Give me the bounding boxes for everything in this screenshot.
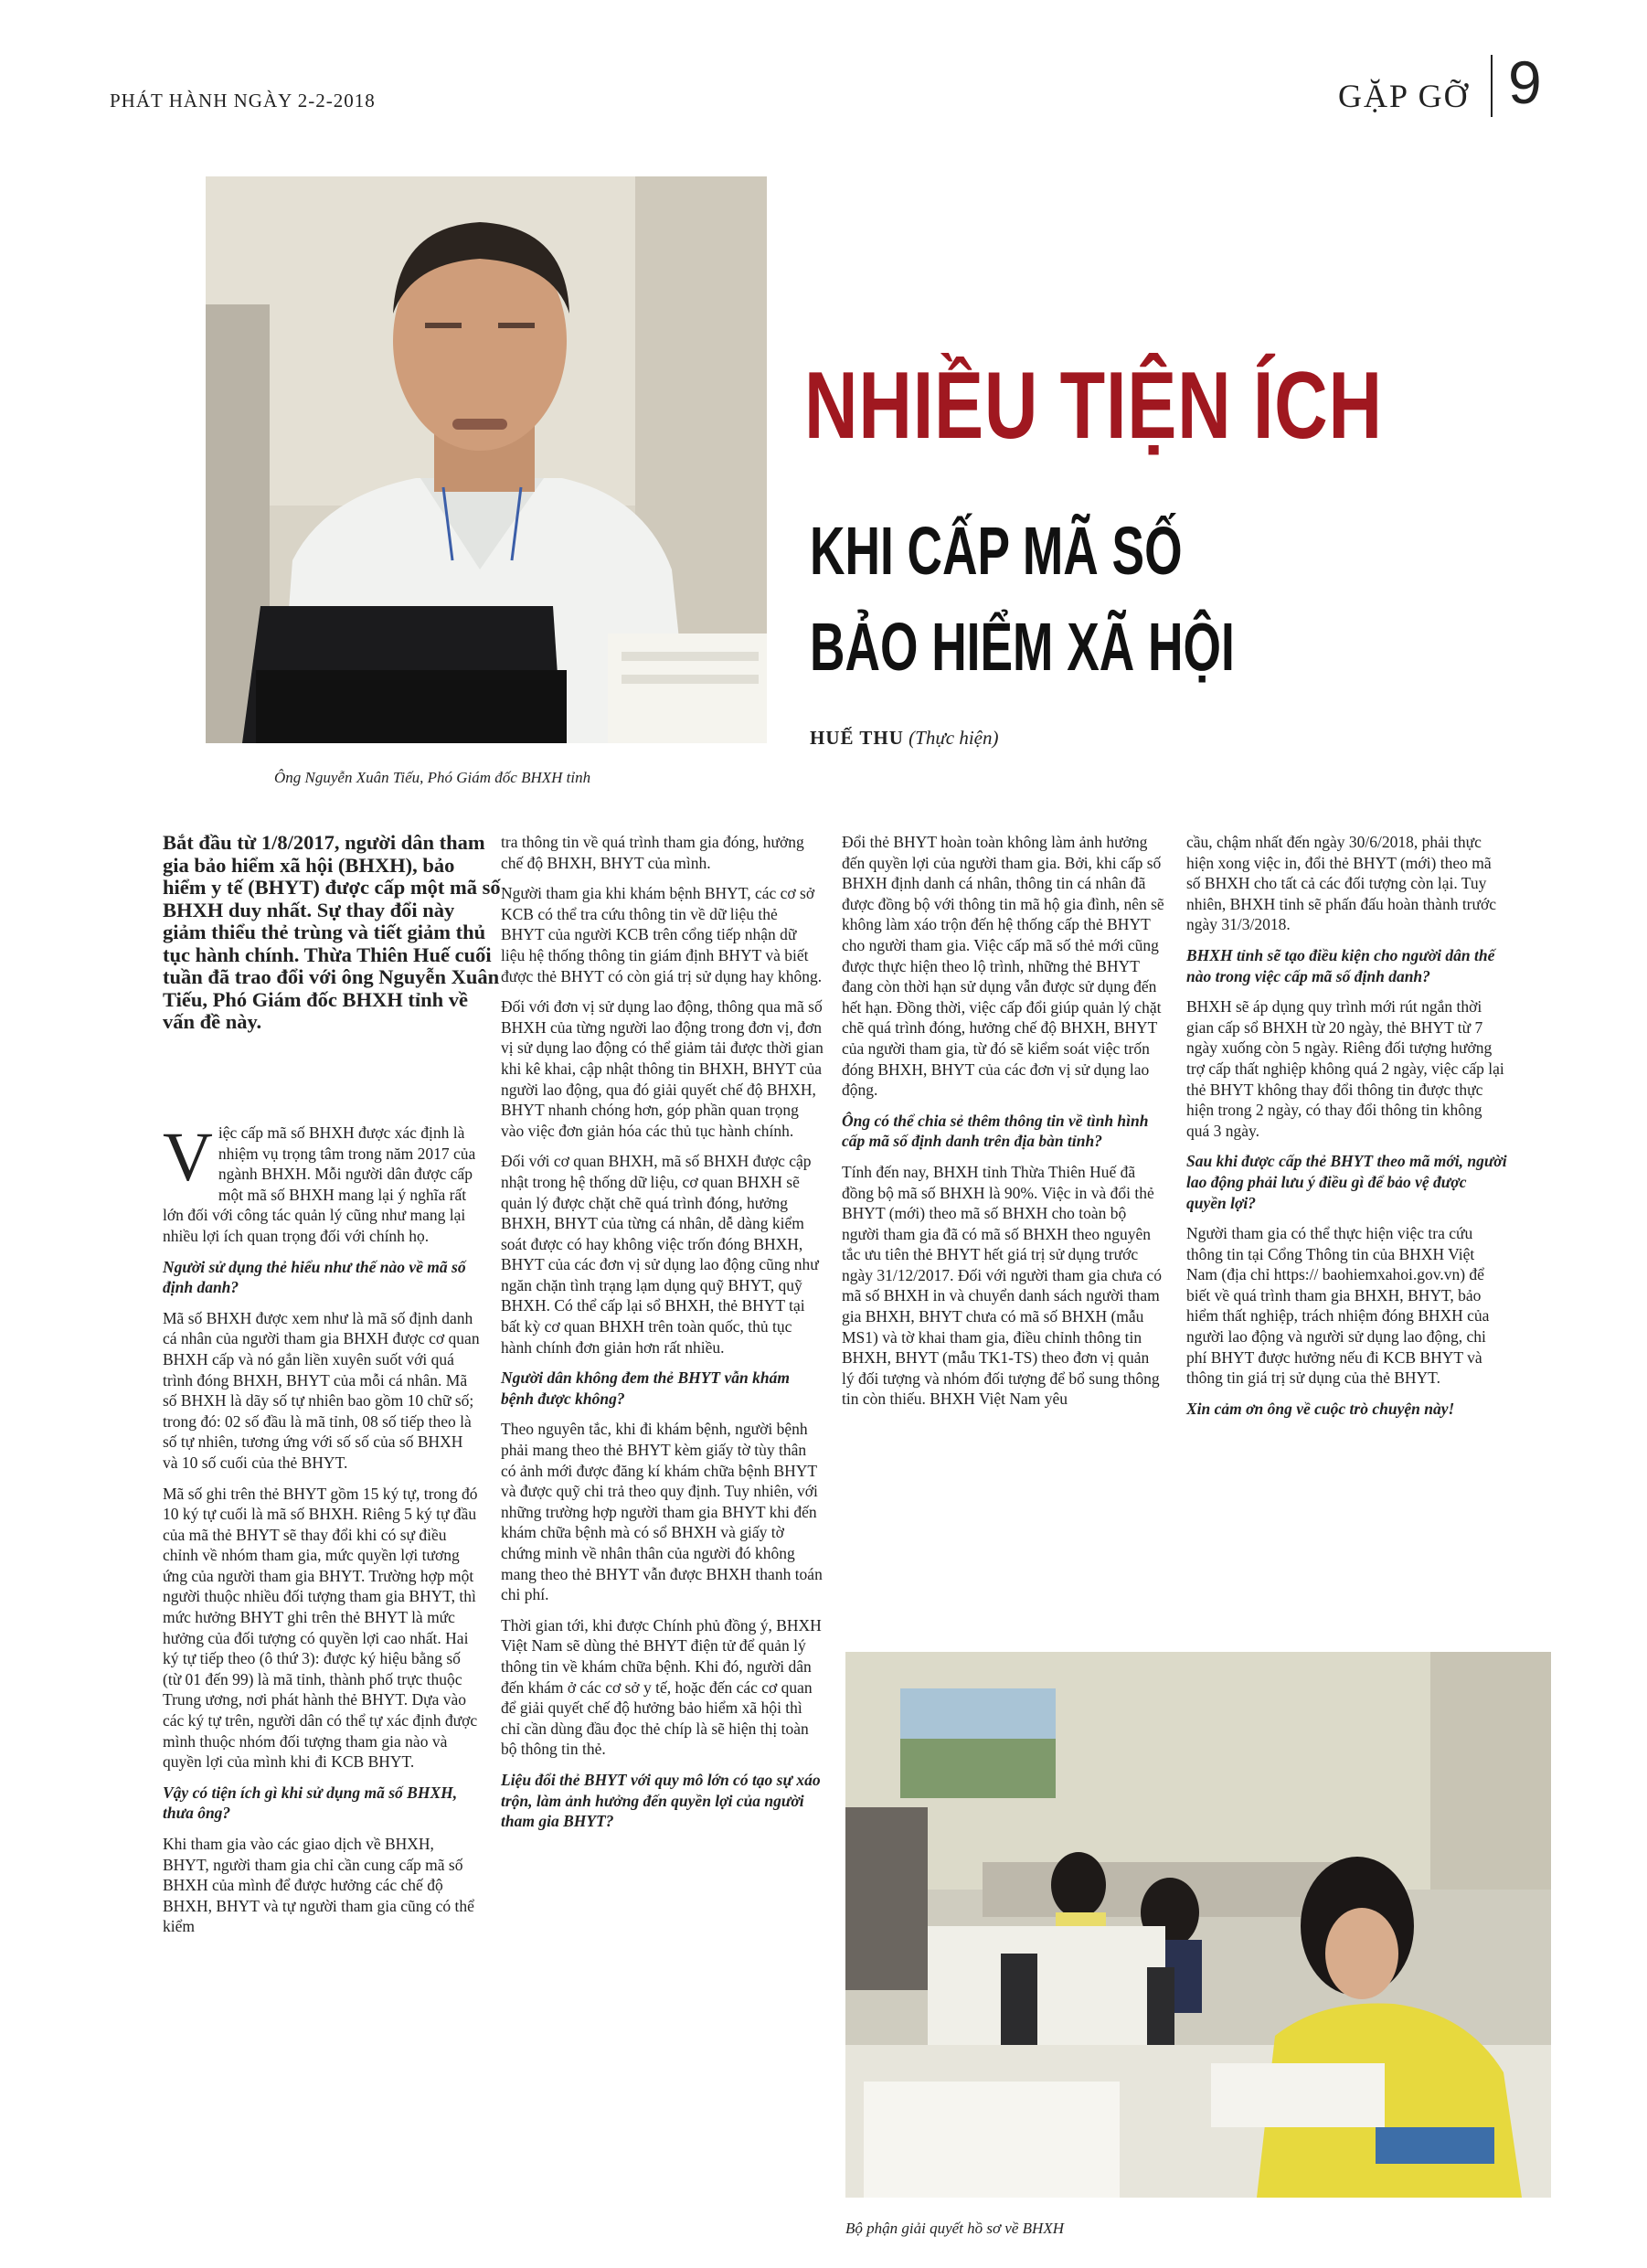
section-title: GẶP GỠ	[1338, 78, 1470, 114]
lead-paragraph: Bắt đầu từ 1/8/2017, người dân tham gia bảo hiểm xã hội (BHXH), bảo hiểm y tế (BHYT) được cấp một mã số BHXH duy nhất. Sự thay đổi này giảm thiểu thẻ trùng và tiết giảm thủ tục hành chính. Thừa Thiên Huế cuối tuần đã trao đổi với ông Nguyễn Xuân Tiếu, Phó Giám đốc BHXH tỉnh về vấn đề này.	[163, 831, 501, 1033]
paragraph: Người tham gia có thể thực hiện việc tra cứu thông tin tại Cổng Thông tin của BHXH Việt Nam (địa chỉ https:// baohiemxahoi.gov.vn) để biết về quá trình tham gia BHXH, BHYT, bảo hiểm thất nghiệp, trách nhiệm đóng BHXH của người lao động và người sử dụng lao động, chi phí BHYT được hưởng nếu đi KCB BHYT và thông tin giá trị sử dụng của thẻ BHYT.	[1186, 1224, 1490, 1388]
interview-question: BHXH tỉnh sẽ tạo điều kiện cho người dân thế nào trong việc cấp mã số định danh?	[1186, 945, 1495, 985]
header-divider	[1491, 55, 1493, 117]
office-photo	[845, 1652, 1551, 2198]
headline-line-2: KHI CẤP MÃ SỐ	[810, 513, 1183, 589]
headline-line-3: BẢO HIỂM XÃ HỘI	[810, 609, 1235, 685]
interview-question: Người sử dụng thẻ hiểu như thế nào về mã số định danh?	[163, 1257, 466, 1297]
paragraph: Mã số BHXH được xem như là mã số định danh cá nhân của người tham gia BHXH được cơ quan BHXH cấp và nó gắn liền xuyên suốt với quá trình đóng BHXH, BHYT của mỗi cá nhân. Mã số BHXH là dãy số tự nhiên bao gồm 10 chữ số; trong đó: 02 số đầu là mã tỉnh, 08 số tiếp theo là số tự nhiên, tương ứng với số số của số BHXH và 10 số cuối của thẻ BHYT.	[163, 1308, 480, 1472]
paragraph: Đối với cơ quan BHXH, mã số BHXH được cập nhật trong hệ thống dữ liệu, cơ quan BHXH sẽ quản lý được chặt chẽ quá trình đóng, hưởng BHXH, BHYT của từng cá nhân, dễ dàng kiểm soát được có hay không việc trốn đóng BHXH, BHYT của các đơn vị sử dụng lao động cũng như ngăn chặn tình trạng lạm dụng quỹ BHYT, quỹ BHXH. Có thể cấp lại sổ BHXH, thẻ BHYT tại bất kỳ cơ quan BHXH trên toàn quốc, thủ tục hành chính đơn giản hơn rất nhiều.	[501, 1152, 819, 1357]
article-column-4	[1186, 832, 1509, 1429]
paragraph: Người tham gia khi khám bệnh BHYT, các cơ sở KCB có thể tra cứu thông tin về dữ liệu thẻ BHYT của người KCB trên cổng tiếp nhận dữ liệu hệ thống thông tin giám định BHYT và biết được thẻ BHYT có còn giá trị sử dụng hay không.	[501, 884, 823, 985]
paragraph: Theo nguyên tắc, khi đi khám bệnh, người bệnh phải mang theo thẻ BHYT kèm giấy tờ tùy thân có ảnh mới được đăng kí khám chữa bệnh BHYT và được quỹ chi trả theo quy định. Tuy nhiên, với những trường hợp người tham gia BHYT khi đến khám chữa bệnh mà có sổ BHXH và giấy tờ chứng minh về nhân thân của người đó không mang theo thẻ BHYT vẫn được BHXH thanh toán chi phí.	[501, 1420, 823, 1604]
paragraph: BHXH sẽ áp dụng quy trình mới rút ngắn thời gian cấp sổ BHXH từ 20 ngày, thẻ BHYT từ 7 ngày xuống còn 5 ngày. Riêng đối tượng hưởng trợ cấp thất nghiệp không quá 2 ngày, việc cấp lại thẻ BHYT không thay đổi thông tin được thực hiện trong 2 ngày, có thay đổi thông tin không quá 3 ngày.	[1186, 997, 1504, 1140]
paragraph: Đối với đơn vị sử dụng lao động, thông qua mã số BHXH của từng người lao động trong đơn vị, đơn vị sử dụng lao động có thể giảm tải được thời gian khi kê khai, cập nhật thông tin BHXH, BHYT của người lao động, qua đó giải quyết chế độ BHXH, BHYT nhanh chóng hơn, góp phần quan trọng vào việc đơn giản hóa các thủ tục hành chính.	[501, 997, 824, 1140]
portrait-photo	[206, 176, 767, 743]
paragraph: Mã số ghi trên thẻ BHYT gồm 15 ký tự, trong đó 10 ký tự cuối là mã số BHXH. Riêng 5 ký tự đầu của mã thẻ BHYT sẽ thay đổi khi có sự điều chỉnh về nhóm tham gia, mức quyền lợi tương ứng của người tham gia BHYT. Trường hợp một người thuộc nhiều đối tượng tham gia BHYT, thì mức hưởng BHYT ghi trên thẻ BHYT là mức hưởng của đối tượng có quyền lợi cao nhất. Hai ký tự tiếp theo (ô thứ 3): được ký hiệu bằng số (từ 01 đến 99) là mã tỉnh, thành phố trực thuộc Trung ương, nơi phát hành thẻ BHYT. Dựa vào các ký tự trên, người dân có thể tự xác định được mình thuộc nhóm đối tượng tham gia nào và quyền lợi của mình khi đi KCB BHYT.	[163, 1484, 478, 1772]
interview-question: Ông có thể chia sẻ thêm thông tin về tình hình cấp mã số định danh trên địa bàn tỉnh?	[842, 1111, 1149, 1151]
interview-question: Vậy có tiện ích gì khi sử dụng mã số BHXH, thưa ông?	[163, 1783, 458, 1823]
interview-question: Xin cảm ơn ông về cuộc trò chuyện này!	[1186, 1399, 1455, 1418]
drop-cap: V	[163, 1119, 213, 1196]
byline	[810, 727, 999, 750]
article-column-1	[163, 1119, 482, 1947]
page-number: 9	[1508, 48, 1542, 116]
paragraph: Tính đến nay, BHXH tỉnh Thừa Thiên Huế đã đồng bộ mã số BHXH là 90%. Việc in và đổi thẻ BHYT (mới) theo mã số BHXH cho toàn bộ người tham gia đã có mã số BHXH theo nguyên tắc ưu tiên thẻ BHYT hết giá trị sử dụng trước ngày 31/12/2017. Đối với người tham gia chưa có mã số BHXH in và chuyển danh sách người tham gia BHXH, BHYT chưa có mã số BHXH (mẫu MS1) và tờ khai tham gia, điều chỉnh thông tin BHXH, BHYT (mẫu TK1-TS) theo đơn vị quản lý đối tượng và nhóm đối tượng để bổ sung thông tin còn thiếu. BHXH Việt Nam yêu	[842, 1162, 1162, 1409]
interview-question: Người dân không đem thẻ BHYT vẫn khám bệnh được không?	[501, 1368, 790, 1408]
paragraph: tra thông tin về quá trình tham gia đóng, hưởng chế độ BHXH, BHYT của mình.	[501, 833, 804, 872]
paragraph: Khi tham gia vào các giao dịch về BHXH, BHYT, người tham gia chỉ cần cung cấp mã số BHXH của mình để được hưởng các chế độ BHXH, BHYT và tự người tham gia cũng có thể kiểm	[163, 1835, 474, 1936]
portrait-caption: Ông Nguyễn Xuân Tiếu, Phó Giám đốc BHXH tỉnh	[274, 769, 591, 786]
headline-line-1: NHIỀU TIỆN ÍCH	[804, 353, 1383, 459]
paragraph: Đổi thẻ BHYT hoàn toàn không làm ảnh hưởng đến quyền lợi của người tham gia. Bởi, khi cấp số BHXH định danh cá nhân, thông tin cá nhân đã được đồng bộ với thông tin mã hộ gia đình, nên sẽ không làm xáo trộn đến hệ thống cấp thẻ BHYT cho người tham gia. Việc cấp mã số thẻ mới cũng được thực hiện theo lộ trình, những thẻ BHYT đang còn thời hạn sử dụng vẫn được sử dụng đến hết hạn. Đồng thời, việc cấp đổi giúp quản lý chặt chẽ quá trình đóng, hưởng chế độ BHXH, BHYT của người tham gia, từ đó sẽ kiểm soát việc trốn đóng BHXH, BHYT của các đơn vị sử dụng lao động.	[842, 833, 1164, 1100]
interview-question: Liệu đổi thẻ BHYT với quy mô lớn có tạo sự xáo trộn, làm ảnh hưởng đến quyền lợi của người tham gia BHYT?	[501, 1770, 821, 1831]
paragraph: Thời gian tới, khi được Chính phủ đồng ý, BHXH Việt Nam sẽ dùng thẻ BHYT điện tử để quản lý thông tin về khám chữa bệnh. Khi đó, người dân đến khám ở các cơ sở y tế, hoặc đến các cơ quan để giải quyết chế độ hưởng bảo hiểm xã hội thì chỉ cần dùng đầu đọc thẻ chíp là sẽ hiện thị toàn bộ thông tin thẻ.	[501, 1615, 822, 1759]
office-photo-caption: Bộ phận giải quyết hồ sơ về BHXH	[845, 2220, 1064, 2237]
paragraph: iệc cấp mã số BHXH được xác định là nhiệm vụ trọng tâm trong năm 2017 của ngành BHXH. Mỗi người dân được cấp một mã số BHXH mang lại ý nghĩa rất lớn đối với công tác quản lý cũng như mang lại nhiều lợi ích quan trọng đối với chính họ.	[163, 1123, 476, 1245]
article-column-2	[501, 832, 824, 1842]
release-date: PHÁT HÀNH NGÀY 2-2-2018	[110, 90, 376, 112]
interview-question: Sau khi được cấp thẻ BHYT theo mã mới, người lao động phải lưu ý điều gì để bảo vệ được quyền lợi?	[1186, 1152, 1507, 1212]
byline-role: (Thực hiện)	[909, 727, 999, 749]
article-column-3	[842, 832, 1164, 1420]
byline-author: HUẾ THU	[810, 727, 904, 749]
paragraph: cầu, chậm nhất đến ngày 30/6/2018, phải thực hiện xong việc in, đổi thẻ BHYT (mới) theo mã số BHXH cho tất cả các đối tượng còn lại. Tuy nhiên, BHXH tỉnh sẽ phấn đấu hoàn thành trước ngày 31/3/2018.	[1186, 833, 1497, 934]
